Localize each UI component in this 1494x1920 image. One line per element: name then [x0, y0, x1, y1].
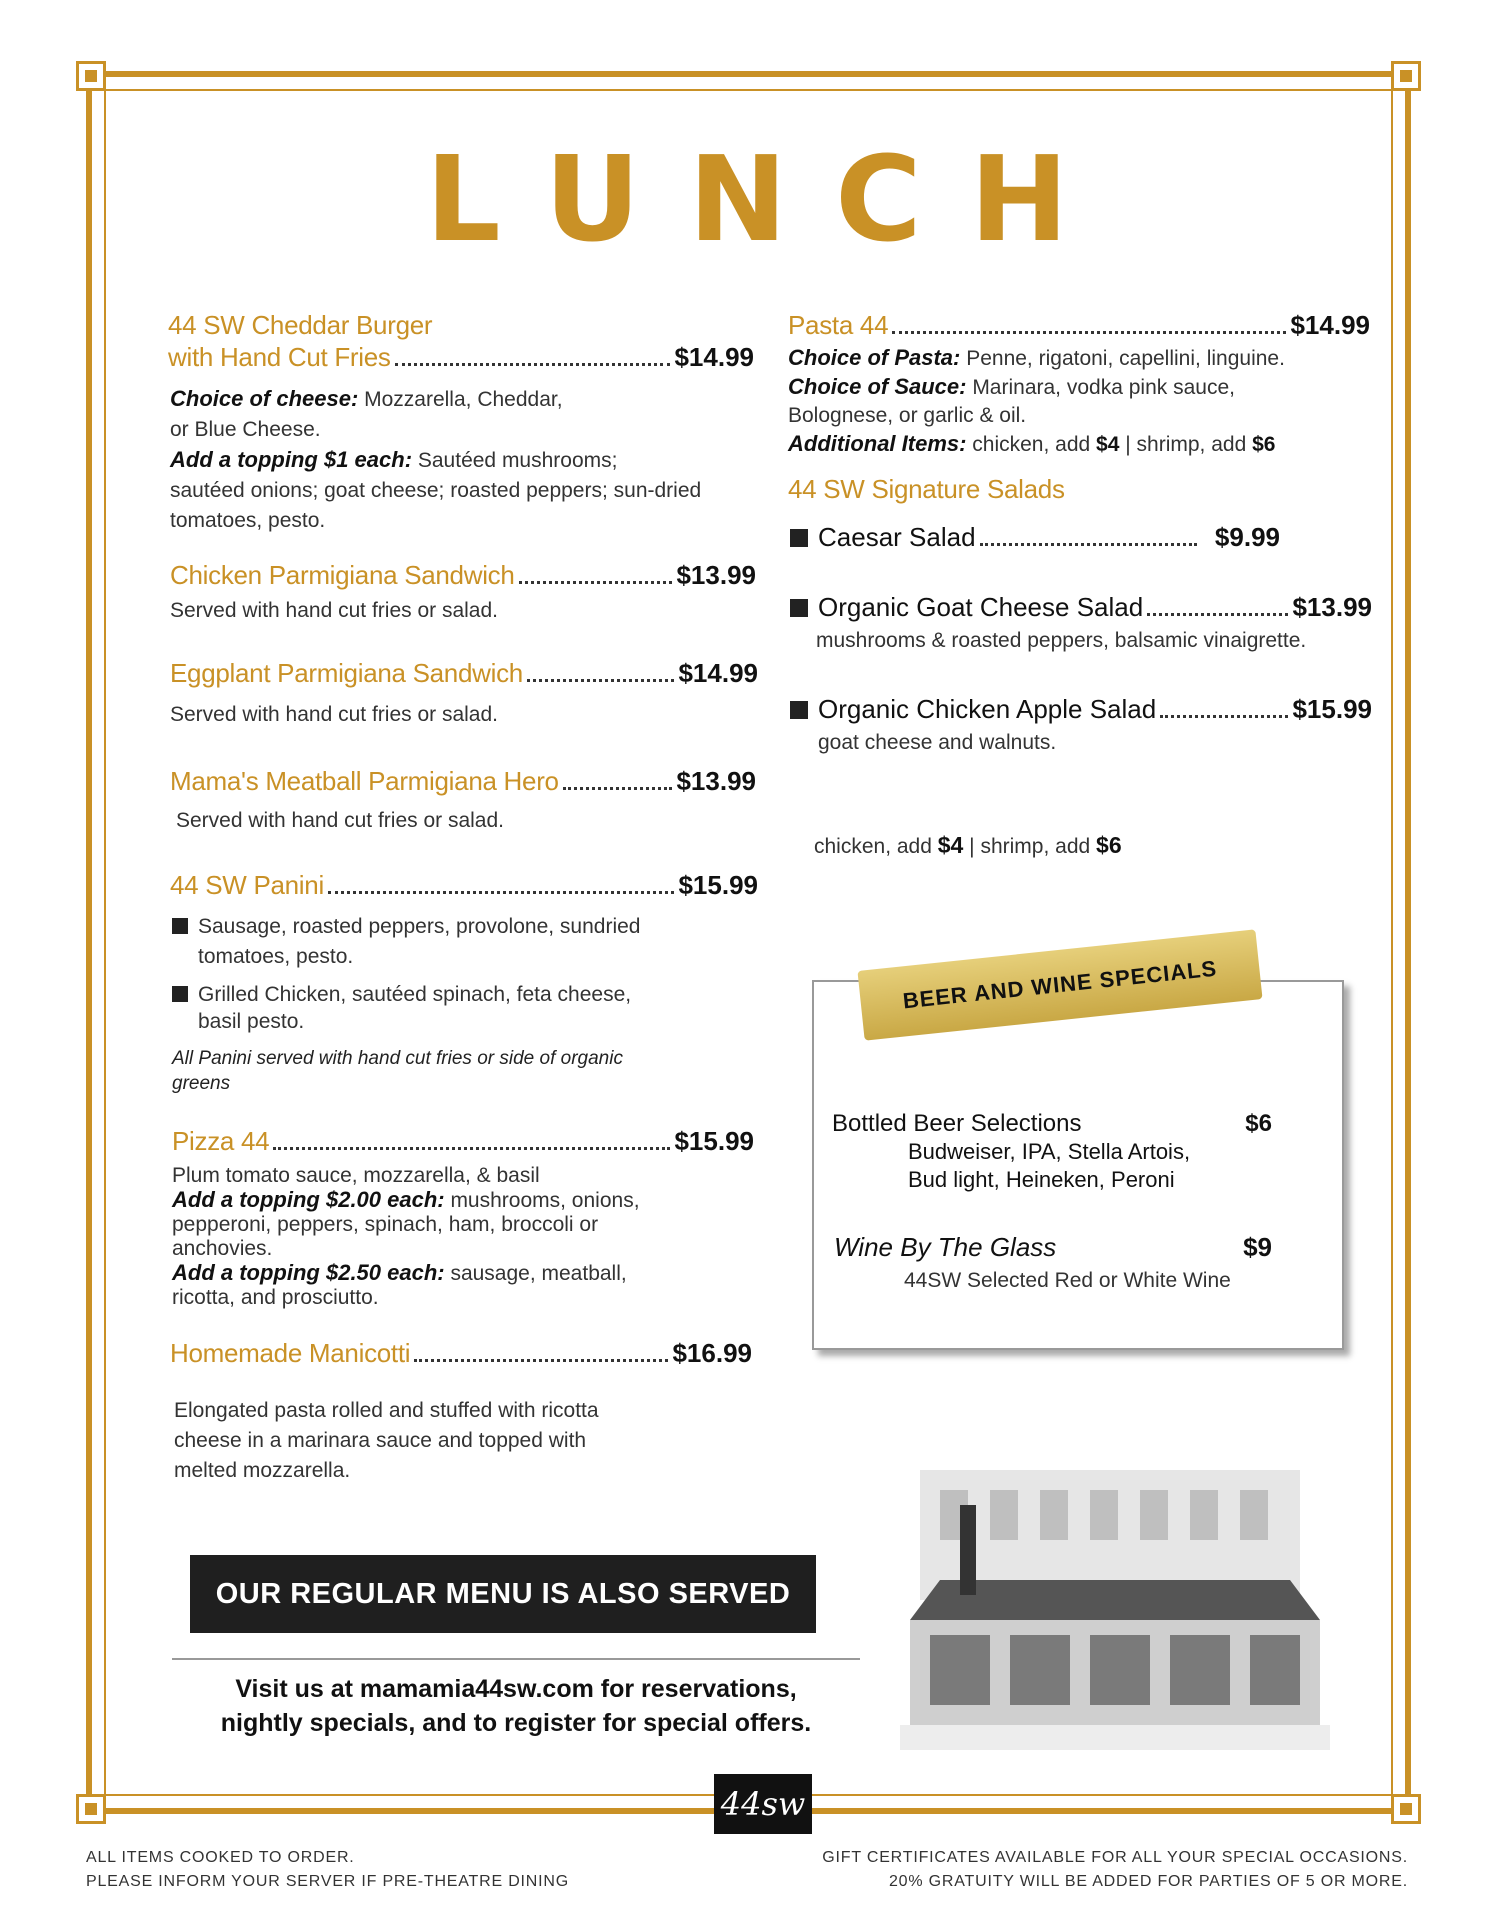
chicken-parm-price: $13.99: [676, 560, 756, 590]
dot-leader: [328, 891, 675, 894]
pasta-row: [788, 310, 1370, 341]
bullet-square: [790, 701, 808, 719]
corner-ornament: [76, 1794, 106, 1824]
manicotti-desc-3: melted mozzarella.: [174, 1459, 351, 1482]
dot-leader: [1160, 715, 1288, 718]
page-title: LUNCH: [425, 130, 1117, 268]
meatball-row: [170, 766, 756, 797]
footer-left-2: PLEASE INFORM YOUR SERVER IF PRE-THEATRE DINING: [86, 1873, 570, 1890]
addon-price-1: $4: [937, 832, 964, 858]
pizza-topping1-label: Add a topping $2.00 each:: [172, 1187, 445, 1212]
footer-left: [86, 1846, 569, 1894]
pizza-topping1-text: mushrooms, onions,: [444, 1189, 640, 1212]
dot-leader: [414, 1359, 668, 1362]
beer-price: $6: [1245, 1110, 1272, 1137]
eggplant-parm-price: $14.99: [678, 658, 758, 688]
divider: [172, 1658, 860, 1660]
additional-price-1: $4: [1096, 433, 1120, 456]
pasta-name: Pasta 44: [788, 310, 889, 340]
visit-line-2: nightly specials, and to register for special offers.: [220, 1709, 812, 1737]
beer-list-2: Bud light, Heineken, Peroni: [908, 1167, 1175, 1192]
goat-row: [790, 592, 1372, 623]
apple-row: [790, 694, 1372, 725]
manicotti-name: Homemade Manicotti: [170, 1338, 411, 1368]
pizza-line-1: Plum tomato sauce, mozzarella, & basil: [172, 1164, 540, 1187]
wine-price: $9: [1243, 1232, 1272, 1262]
wine-desc: 44SW Selected Red or White Wine: [904, 1269, 1231, 1292]
dot-leader: [892, 331, 1286, 334]
footer-right: [822, 1846, 1408, 1894]
dot-leader: [395, 363, 671, 366]
regular-menu-banner: OUR REGULAR MENU IS ALSO SERVED: [190, 1555, 816, 1633]
panini-note-2: greens: [172, 1073, 231, 1094]
goat-name: Organic Goat Cheese Salad: [818, 592, 1144, 622]
caesar-name: Caesar Salad: [818, 522, 976, 552]
topping-text-3: tomatoes, pesto.: [170, 509, 326, 532]
corner-ornament: [76, 61, 106, 91]
sauce-choice-text-2: Bolognese, or garlic & oil.: [788, 404, 1027, 427]
goat-desc: mushrooms & roasted peppers, balsamic vinaigrette.: [816, 629, 1307, 652]
manicotti-price: $16.99: [672, 1338, 752, 1368]
burger-price: $14.99: [674, 342, 754, 372]
panini-row: [170, 870, 758, 901]
cheese-label: Choice of cheese:: [170, 386, 359, 411]
restaurant-logo: 44sw: [714, 1774, 812, 1834]
dot-leader: [1147, 613, 1288, 616]
footer-left-1: ALL ITEMS COOKED TO ORDER.: [86, 1849, 355, 1866]
manicotti-desc-2: cheese in a marinara sauce and topped with: [174, 1429, 587, 1452]
pizza-topping2-text-2: ricotta, and prosciutto.: [172, 1286, 379, 1309]
meatball-price: $13.99: [676, 766, 756, 796]
restaurant-illustration: [900, 1470, 1330, 1750]
chicken-parm-desc: Served with hand cut fries or salad.: [170, 599, 499, 622]
corner-ornament: [1391, 1794, 1421, 1824]
eggplant-parm-desc: Served with hand cut fries or salad.: [170, 703, 499, 726]
footer-right-2: 20% GRATUITY WILL BE ADDED FOR PARTIES OF 5 OR MORE.: [888, 1873, 1408, 1890]
burger-desc: [170, 384, 770, 536]
dot-leader: [273, 1147, 670, 1150]
manicotti-row: [170, 1338, 752, 1369]
pasta-choice-text: Penne, rigatoni, capellini, linguine.: [960, 347, 1285, 370]
pizza-topping2-text: sausage, meatball,: [444, 1262, 627, 1285]
manicotti-desc: [174, 1396, 734, 1486]
dot-leader: [980, 543, 1197, 546]
pizza-row: [172, 1126, 754, 1157]
apple-price: $15.99: [1292, 694, 1372, 724]
meatball-name: Mama's Meatball Parmigiana Hero: [170, 766, 559, 796]
burger-name: 44 SW Cheddar Burger: [168, 310, 433, 340]
pasta-price: $14.99: [1290, 310, 1370, 340]
bullet-square: [172, 918, 188, 934]
specials-banner: BEER AND WINE SPECIALS: [857, 929, 1262, 1040]
panini-option-2b: basil pesto.: [198, 1010, 305, 1033]
addon-text-1: chicken, add: [814, 835, 938, 858]
beer-name: Bottled Beer Selections: [832, 1110, 1082, 1137]
pasta-choice-label: Choice of Pasta:: [788, 345, 961, 370]
additional-text: chicken, add: [966, 433, 1097, 456]
topping-text: Sautéed mushrooms;: [412, 449, 618, 472]
cheese-text: Mozzarella, Cheddar,: [358, 388, 563, 411]
chicken-parm-name: Chicken Parmigiana Sandwich: [170, 560, 515, 590]
addon-text-2: | shrimp, add: [963, 835, 1097, 858]
pasta-desc: [788, 344, 1388, 459]
meatball-desc: Served with hand cut fries or salad.: [176, 809, 505, 832]
chicken-parm-row: [170, 560, 756, 591]
caesar-row: [790, 522, 1280, 553]
eggplant-parm-row: [170, 658, 758, 689]
pizza-price: $15.99: [674, 1126, 754, 1156]
bullet-square: [172, 986, 188, 1002]
eggplant-parm-name: Eggplant Parmigiana Sandwich: [170, 658, 523, 688]
panini-note-1: All Panini served with hand cut fries or side of organic: [172, 1048, 623, 1069]
corner-ornament: [1391, 61, 1421, 91]
dot-leader: [527, 679, 675, 682]
burger-row: [168, 342, 754, 373]
cheese-text-2: or Blue Cheese.: [170, 418, 321, 441]
topping-text-2: sautéed onions; goat cheese; roasted peppers; sun-dried: [170, 479, 702, 502]
pizza-desc: [172, 1164, 732, 1310]
wine-section: [834, 1232, 1272, 1293]
pizza-topping1-text-2: pepperoni, peppers, spinach, ham, broccoli or: [172, 1213, 599, 1236]
additional-text-2: | shrimp, add: [1119, 433, 1253, 456]
beer-list-1: Budweiser, IPA, Stella Artois,: [908, 1139, 1191, 1164]
addon-price-2: $6: [1096, 832, 1122, 858]
sauce-choice-text: Marinara, vodka pink sauce,: [966, 376, 1235, 399]
visit-message: [172, 1672, 860, 1740]
salads-heading: 44 SW Signature Salads: [788, 474, 1065, 504]
pizza-topping2-label: Add a topping $2.50 each:: [172, 1260, 445, 1285]
visit-line-1: Visit us at mamamia44sw.com for reservations,: [235, 1675, 797, 1703]
apple-name: Organic Chicken Apple Salad: [818, 694, 1157, 724]
burger-name-2: with Hand Cut Fries: [168, 342, 391, 372]
panini-name: 44 SW Panini: [170, 870, 324, 900]
salad-addons: [814, 830, 1122, 862]
panini-note: [172, 1046, 623, 1096]
panini-option-2: Grilled Chicken, sautéed spinach, feta cheese,: [198, 983, 632, 1006]
panini-option-1b: tomatoes, pesto.: [198, 945, 354, 968]
footer-right-1: GIFT CERTIFICATES AVAILABLE FOR ALL YOUR SPECIAL OCCASIONS.: [822, 1849, 1408, 1866]
additional-label: Additional Items:: [788, 431, 967, 456]
beer-section: [832, 1110, 1272, 1194]
dot-leader: [519, 581, 673, 584]
sauce-choice-label: Choice of Sauce:: [788, 374, 967, 399]
panini-option-1: Sausage, roasted peppers, provolone, sundried: [198, 915, 641, 938]
manicotti-desc-1: Elongated pasta rolled and stuffed with ricotta: [174, 1399, 599, 1422]
dot-leader: [563, 787, 673, 790]
pizza-name: Pizza 44: [172, 1126, 270, 1156]
bullet-square: [790, 599, 808, 617]
wine-name: Wine By The Glass: [834, 1232, 1057, 1262]
panini-options: [172, 912, 732, 1034]
goat-price: $13.99: [1292, 592, 1372, 622]
panini-price: $15.99: [678, 870, 758, 900]
pizza-topping1-text-3: anchovies.: [172, 1237, 273, 1260]
additional-price-2: $6: [1252, 433, 1276, 456]
bullet-square: [790, 529, 808, 547]
apple-desc: goat cheese and walnuts.: [818, 731, 1057, 754]
topping-label: Add a topping $1 each:: [170, 447, 413, 472]
caesar-price: $9.99: [1214, 522, 1280, 552]
